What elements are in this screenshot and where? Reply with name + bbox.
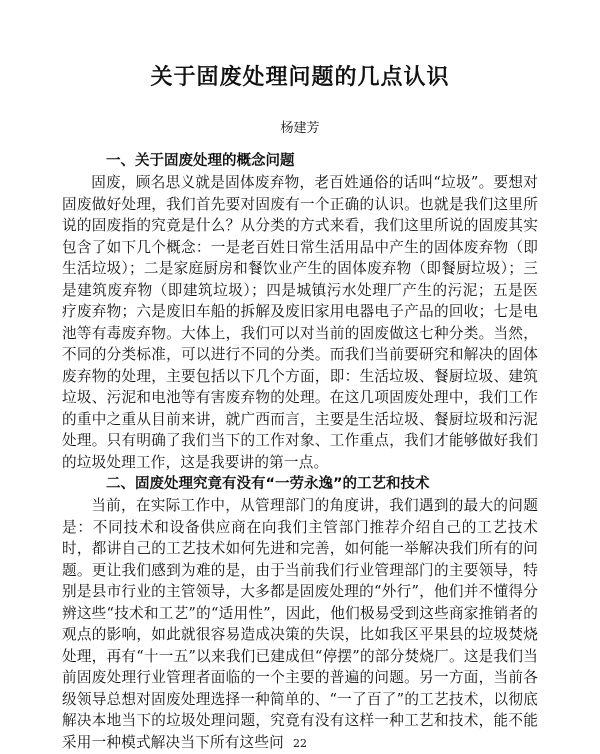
section-1-paragraph-1: 固废，顾名思义就是固体废弃物，老百姓通俗的话叫“垃圾”。要想对固废做好处理，我们首先要对固废有一个正确的认识。也就是我们这里所说的固废指的究竟是什么？从分类的方式来看，我们这里所说的固废其实包含了如下几个概念：一是老百姓日常生活用品中产生的固体废弃物（即生活垃圾）；二是家庭厨房和餐饮业产生的固体废弃物（即餐厨垃圾）；三是建筑废弃物（即建筑垃圾）；四是城镇污水处理厂产生的污泥；五是医疗废弃物；六是废旧车船的拆解及废旧家用电器电子产品的回收；七是电池等有毒废弃物。大体上，我们可以对当前的固废做这七种分类。当然，不同的分类标准，可以进行不同的分类。而我们当前要研究和解决的固体废弃物的处理，主要包括以下几个方面，即：生活垃圾、餐厨垃圾、建筑垃圾、污泥和电池等有害废弃物的处理。在这几项固废处理中，我们工作的重中之重从目前来讲，就广西而言，主要是生活垃圾、餐厨垃圾和污泥处理。只有明确了我们当下的工作对象、工作重点，我们才能够做好我们的垃圾处理工作，这是我要讲的第一点。 [62, 174, 538, 471]
page-title: 关于固废处理问题的几点认识 [150, 65, 450, 90]
section-2-paragraph-1: 当前，在实际工作中，从管理部门的角度讲，我们遇到的最大的问题是：不同技术和设备供应商在向我们主管部门推荐介绍自己的工艺技术时，都讲自己的工艺技术如何先进和完善，如何能一举解决我们所有的问题。更让我们感到为难的是，由于当前我们行业管理部门的主要领导，特别是县市行业的主管领导，大多都是固废处理的“外行”，他们并不懂得分辨这些“技术和工艺”的“适用性”，因此，他们极易受到这些商家推销者的观点的影响，如此就很容易造成决策的失误，比如我区平果县的垃圾焚烧处理，再有“十一五”以来我们已建成但“停摆”的部分焚烧厂。这是我们当前固废处理行业管理者面临的一个主要的普遍的问题。另一方面，当前各级领导总想对固废处理选择一种简单的、“一了百了”的工艺技术，以彻底解决本地当下的垃圾处理问题，究竟有没有这样一种工艺和技术，能不能采用一种模式解决当下所有这些问 [62, 497, 538, 751]
section-heading-1: 一、关于固废处理的概念问题 [106, 153, 295, 169]
page-number: 22 [293, 737, 307, 750]
author-name: 杨建芳 [280, 121, 320, 136]
section-heading-2: 二、固废处理究竟有没有“一劳永逸”的工艺和技术 [106, 476, 430, 492]
